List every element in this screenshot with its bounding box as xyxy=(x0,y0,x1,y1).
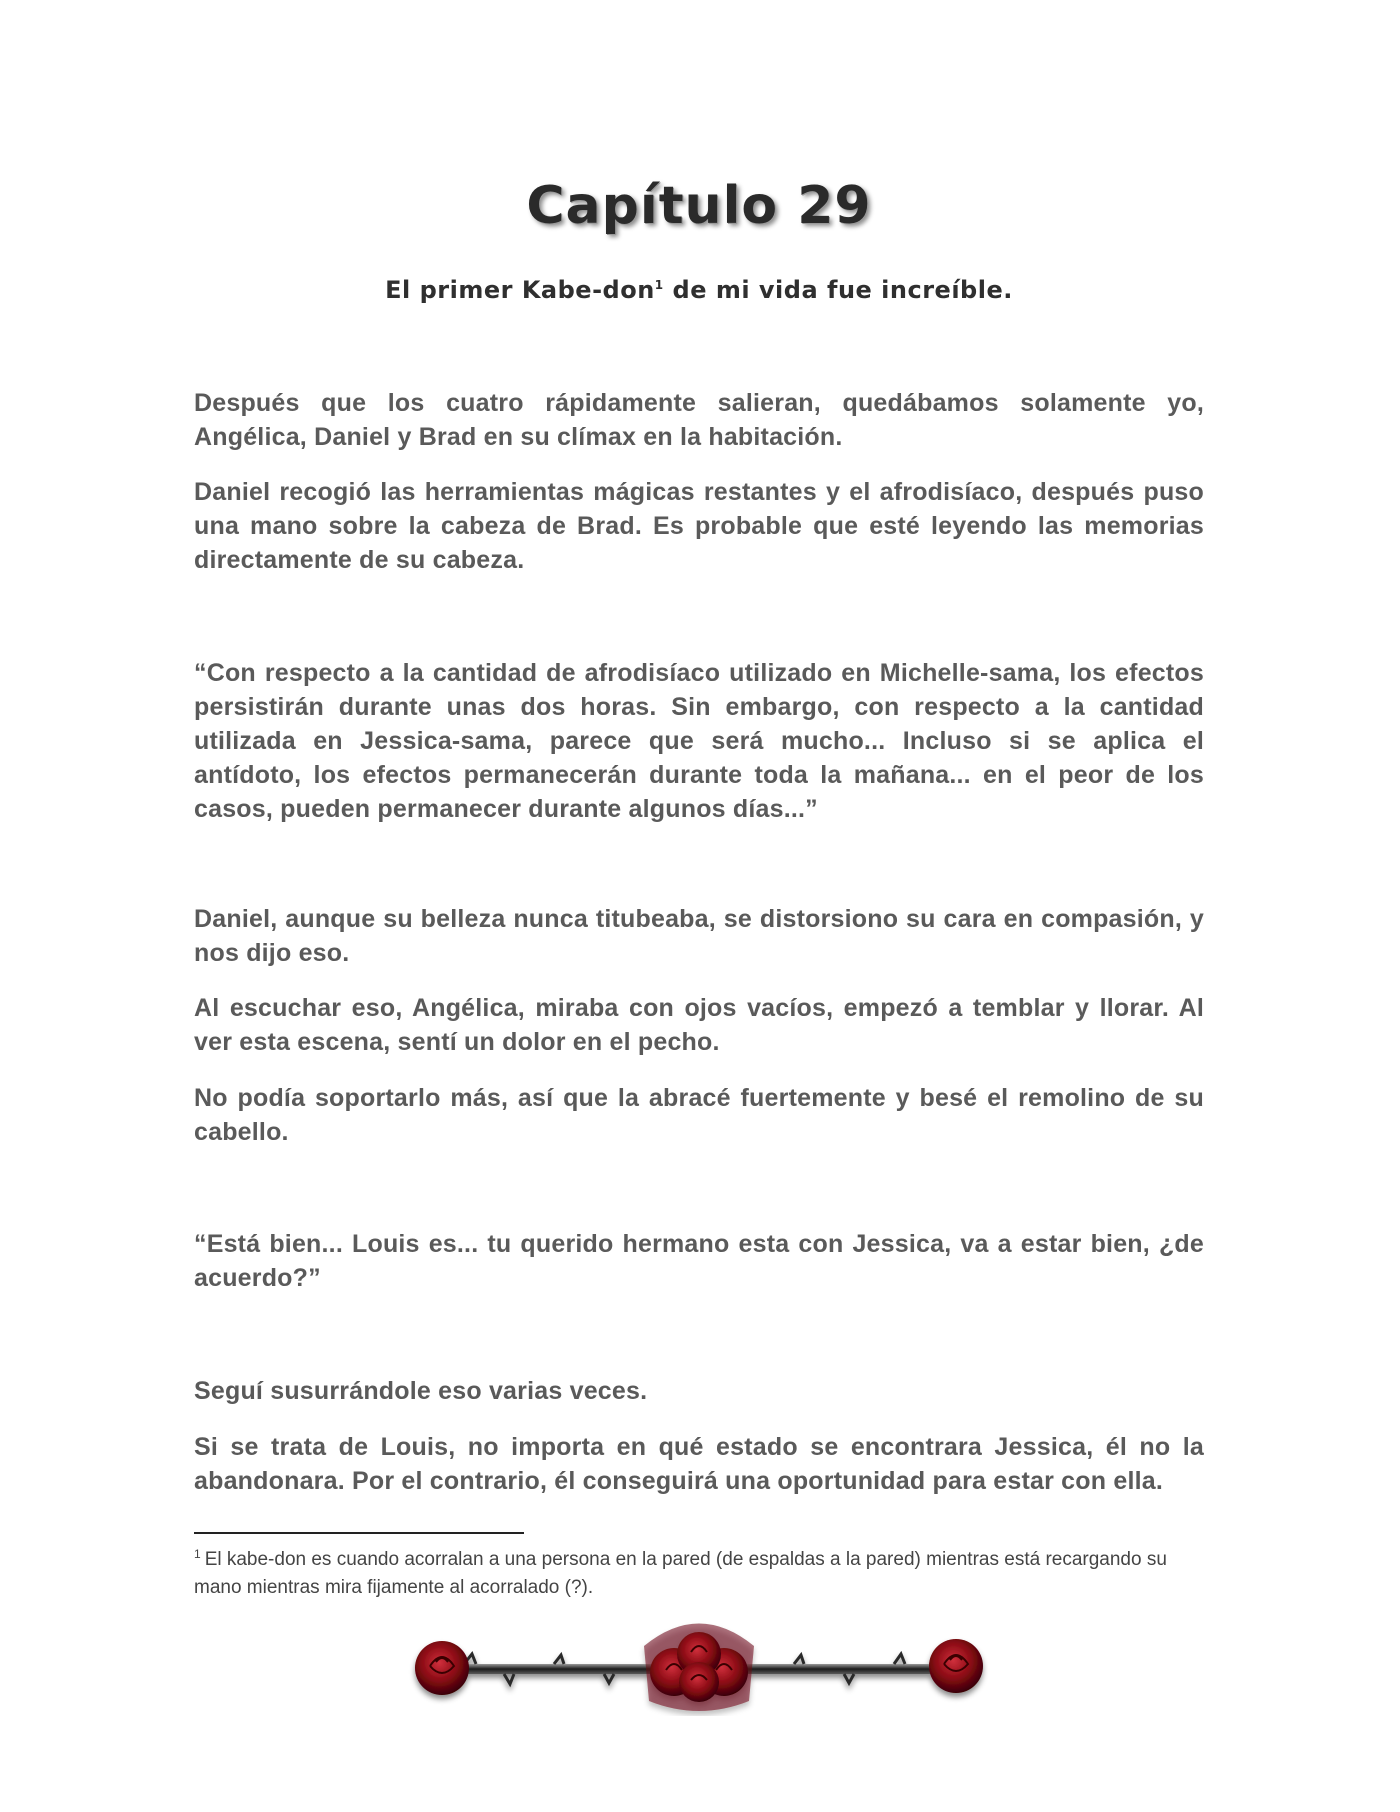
paragraph: “Está bien... Louis es... tu querido hermano esta con Jessica, va a estar bien, ¿de acuerdo?” xyxy=(194,1230,1204,1292)
paragraph: Después que los cuatro rápidamente salieran, quedábamos solamente yo, Angélica, Daniel y Brad en su clímax en la habitación. xyxy=(194,389,1204,451)
paragraph: “Con respecto a la cantidad de afrodisíaco utilizado en Michelle-sama, los efectos persistirán durante unas dos horas. Sin embargo, con respecto a la cantidad utilizada en Jessica-sama, parece que será mucho... Incluso si se aplica el antídoto, los efectos permanecerán durante toda la mañana... en el peor de los casos, pueden permanecer durante algunos días...” xyxy=(194,659,1204,823)
chapter-title: Capítulo 29 xyxy=(526,176,872,236)
footnote-separator xyxy=(194,1532,524,1534)
rose-left-icon xyxy=(415,1641,469,1695)
subtitle-text-end: de mi vida fue increíble. xyxy=(663,276,1013,304)
rose-vine-ornament xyxy=(404,1616,994,1716)
paragraph: Seguí susurrándole eso varias veces. xyxy=(194,1377,648,1405)
footnote-reference[interactable]: 1 xyxy=(654,278,664,292)
footnote-number: 1 xyxy=(194,1546,201,1561)
paragraph: Daniel recogió las herramientas mágicas restantes y el afrodisíaco, después puso una mano sobre la cabeza de Brad. Es probable que esté leyendo las memorias directamente de su cabeza. xyxy=(194,478,1204,574)
paragraph: No podía soportarlo más, así que la abracé fuertemente y besé el remolino de su cabello. xyxy=(194,1084,1204,1146)
document-page xyxy=(194,0,1204,1812)
rose-right-icon xyxy=(929,1639,983,1693)
footnote xyxy=(194,1546,1204,1602)
chapter-subtitle xyxy=(194,276,1204,304)
footnote-text: El kabe-don es cuando acorralan a una persona en la pared (de espaldas a la pared) mientras está recargando su mano mientras mira fijamente al acorralado (?). xyxy=(194,1549,1167,1598)
subtitle-text-start: El primer Kabe-don xyxy=(385,276,655,304)
paragraph: Daniel, aunque su belleza nunca titubeaba, se distorsiono su cara en compasión, y nos dijo eso. xyxy=(194,905,1204,967)
paragraph: Al escuchar eso, Angélica, miraba con ojos vacíos, empezó a temblar y llorar. Al ver esta escena, sentí un dolor en el pecho. xyxy=(194,994,1204,1056)
rose-center-icon xyxy=(644,1624,754,1712)
paragraph: Si se trata de Louis, no importa en qué estado se encontrara Jessica, él no la abandonara. Por el contrario, él conseguirá una oportunidad para estar con ella. xyxy=(194,1433,1204,1495)
